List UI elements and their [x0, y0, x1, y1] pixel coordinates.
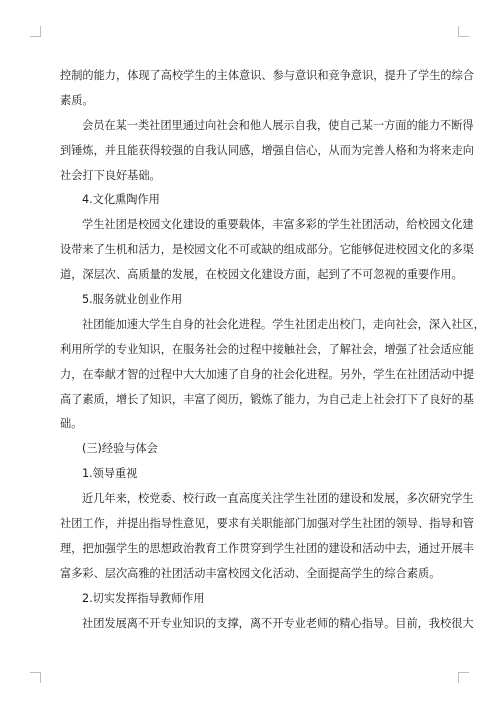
text-line: 会员在某一类社团里通过向社会和他人展示自我，使自己某一方面的能力不断得 [82, 118, 474, 132]
text-line: 控制的能力，体现了高校学生的主体意识、参与意识和竞争意识，提升了学生的综合 [60, 69, 474, 82]
crop-mark-top-left [30, 26, 41, 37]
text-line: 社团发展离不开专业知识的支撑，离不开专业老师的精心指导。目前，我校很大 [82, 616, 474, 630]
text-line: 社团能加速大学生自身的社会化进程。学生社团走出校门，走向社会，深入社区， [82, 317, 485, 331]
text-line: 础。 [60, 417, 83, 431]
text-line: 近几年来，校党委、校行政一直高度关注学生社团的建设和发展，多次研究学生 [82, 492, 474, 506]
text-line: 道，深层次、高质量的发展，在校园文化建设方面，起到了不可忽视的重要作用。 [60, 268, 463, 282]
text-line: 到锤炼，并且能获得较强的自我认同感，增强自信心，从而为完善人格和为将来走向 [60, 143, 474, 157]
crop-mark-bottom-right [458, 672, 469, 683]
text-line: 富多彩、层次高雅的社团活动丰富校园文化活动、全面提高学生的综合素质。 [60, 566, 441, 580]
text-line: 高了素质，增长了知识，丰富了阅历，锻炼了能力，为自己走上社会打下了良好的基 [60, 392, 474, 406]
section-heading: 1.领导重视 [82, 467, 138, 481]
text-line: 理，把加强学生的思想政治教育工作贯穿到学生社团的建设和活动中去，通过开展丰 [60, 541, 474, 555]
text-line: 力，在奉献才智的过程中大大加速了自身的社会化进程。另外，学生在社团活动中提 [60, 367, 474, 381]
section-heading: 4.文化熏陶作用 [82, 193, 160, 207]
text-line: 设带来了生机和活力，是校园文化不可或缺的组成部分。它能够促进校园文化的多渠 [60, 243, 474, 257]
crop-mark-top-right [458, 26, 469, 37]
text-line: 利用所学的专业知识，在服务社会的过程中接触社会，了解社会，增强了社会适应能 [60, 342, 474, 356]
text-line: 社团工作，并提出指导性意见，要求有关职能部门加强对学生社团的领导、指导和管 [60, 517, 474, 531]
crop-mark-bottom-left [30, 672, 41, 683]
text-line: 学生社团是校园文化建设的重要载体，丰富多彩的学生社团活动，给校园文化建 [82, 218, 474, 232]
text-line: 素质。 [60, 93, 94, 107]
document-body [60, 64, 485, 636]
section-heading: 2.切实发挥指导教师作用 [82, 591, 205, 605]
section-heading: (三)经验与体会 [82, 442, 158, 456]
section-heading: 5.服务就业创业作用 [82, 293, 183, 307]
text-line: 社会打下良好基础。 [60, 168, 161, 182]
